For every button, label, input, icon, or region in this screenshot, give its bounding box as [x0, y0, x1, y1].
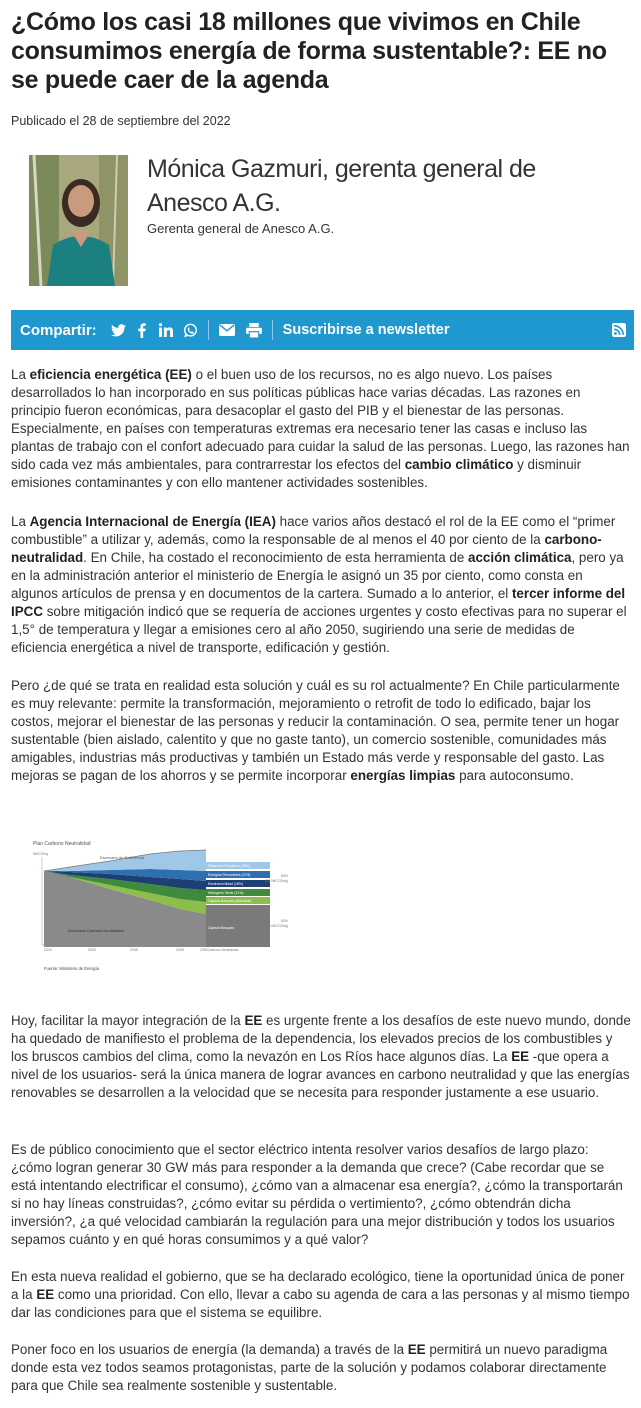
- text-run: permitirá un nuevo paradigma donde esta vez todos seamos protagonistas, parte de la solución y podamos colaborar directamente para que Chile sea realmente sostenible y sustentable.: [11, 1342, 608, 1393]
- publish-date: Publicado el 28 de septiembre del 2022: [11, 114, 231, 128]
- text-run: En esta nueva realidad el gobierno, que se ha declarado ecológico, tiene la oportunidad única de poner a la: [11, 1269, 625, 1302]
- share-label: Compartir:: [20, 321, 97, 339]
- emissions-figure: [30, 837, 292, 977]
- bold-text: EE: [36, 1287, 55, 1302]
- print-icon[interactable]: [246, 323, 262, 338]
- newsletter-link[interactable]: Suscribirse a newsletter: [282, 322, 450, 338]
- author-name: Mónica Gazmuri, gerenta general de Anesco A.G.: [147, 155, 536, 217]
- bold-text: energías limpias: [350, 768, 456, 783]
- side-label-2: (25 MtCO2eq): [265, 879, 288, 883]
- legend-label: Captura Bosques: [208, 926, 235, 930]
- side-label-3: 50%: [280, 919, 288, 923]
- legend-label: Hidrógeno Verde (21%): [208, 891, 244, 895]
- x-tick-2045: 2045: [176, 948, 184, 952]
- legend-label: Energías Renovables (22%): [208, 873, 251, 877]
- bold-text: tercer informe del IPCC: [11, 586, 626, 619]
- x-tick-2035: 2035: [130, 948, 138, 952]
- figure-yunit: MtCO2eq: [33, 852, 48, 856]
- text-run: y disminuir emisiones contaminantes y con ello mantener actividades sostenibles.: [11, 457, 582, 490]
- figure-title: Plan Carbono Neutralidad: [33, 841, 91, 847]
- side-label-4: (25 MtCO2eq): [265, 924, 288, 928]
- legend-label: Captura Bosques (Adicional): [208, 899, 252, 903]
- email-icon[interactable]: [219, 324, 235, 337]
- body-paragraph-4: [11, 1012, 633, 1102]
- bold-text: cambio climático: [404, 457, 514, 472]
- twitter-icon[interactable]: [111, 323, 126, 338]
- rss-icon[interactable]: [612, 323, 626, 337]
- divider: [208, 320, 209, 340]
- body-paragraph-7: [11, 1341, 633, 1395]
- bold-text: carbono-neutralidad: [11, 532, 602, 565]
- text-run: sobre mitigación indicó que se requería de acciones urgentes y costo efectivas para no superar el 1,5° de temperatura y llegar a emisiones cero al año 2050, sugiriendo una serie de medidas de eficiencia energética a nivel de transporte, edificación y gestión.: [11, 604, 627, 655]
- share-icons: [111, 323, 198, 338]
- text-run: La: [11, 367, 30, 382]
- bold-text: eficiencia energética (EE): [29, 367, 192, 382]
- body-paragraph-6: [11, 1268, 633, 1322]
- legend-label: Electromovilidad (18%): [208, 882, 243, 886]
- whatsapp-icon[interactable]: [183, 323, 198, 338]
- x-tick-2025: 2025: [88, 948, 96, 952]
- text-run: para autoconsumo.: [455, 768, 574, 783]
- text-run: Es de público conocimiento que el sector eléctrico intenta resolver varios desafíos de largo plazo: ¿cómo logran generar 30 GW más para responder a la demanda que crece? (Cabe recordar que se está intentando electrificar el consumo), ¿cómo van a almacenar esa energía?, ¿cómo la transportarán si no hay líneas construidas?, ¿cómo evitar su pérdida o vertimiento?, ¿cómo obtendrán dicha inversión?, ¿a qué velocidad cambiarán la regulación para una mejor distribución y todos los usuarios sepamos cuánto y en qué horas consumimos y a qué valor?: [11, 1142, 623, 1247]
- figure-legend: [206, 862, 270, 947]
- x-tick-2050: 2050: [200, 948, 208, 952]
- divider: [272, 320, 273, 340]
- body-paragraph-2: [11, 513, 633, 657]
- bold-text: EE: [244, 1013, 263, 1028]
- cn-axis-label: Carbono Neutralidad: [208, 948, 239, 952]
- text-run: o el buen uso de los recursos, no es algo nuevo. Los países desarrollados lo han incorporado en sus políticas públicas hace varias décadas. Las razones en principio fueron económicas, para desacoplar el gasto del PIB y el bienestar de las personas. Especialmente, en países con temperaturas extremas era necesario tener las casas e incluso las plantas de trabajo con el confort adecuado para cuidar la salud de las personas. Luego, las razones han sido cada vez más ambientales, para contrarrestar los efectos del: [11, 367, 630, 472]
- text-run: Poner foco en los usuarios de energía (la demanda) a través de la: [11, 1342, 408, 1357]
- text-run: , pero ya en la administración anterior el ministerio de Energía le asignó un 35 por ciento, como consta en algunos artículos de prensa y en documentos de la cartera. Sumado a lo anterior, el: [11, 550, 624, 601]
- article-title: ¿Cómo los casi 18 millones que vivimos en Chile consumimos energía de forma sustentable?: EE no se puede caer de la agenda: [11, 8, 607, 94]
- bold-text: acción climática: [468, 550, 572, 565]
- text-run: -que opera a nivel de los usuarios- será la única manera de lograr avances en carbono neutralidad y que las energías renovables se desarrollen a la velocidad que se necesita para responder justamente a ese usuario.: [11, 1049, 630, 1100]
- text-run: . En Chile, ha costado el reconocimiento de esta herramienta de: [83, 550, 469, 565]
- author-photo: [29, 155, 128, 286]
- text-run: como una prioridad. Con ello, llevar a cabo su agenda de cara a las personas y al mismo tiempo dar las condiciones para que el sistema se equilibre.: [11, 1287, 630, 1320]
- side-label-1: 50%: [280, 874, 288, 878]
- text-run: hace varios años destacó el rol de la EE como el “primer combustible” a utilizar y, además, como la responsable de al menos el 40 por ciento de la: [11, 514, 616, 547]
- linkedin-icon[interactable]: [159, 323, 174, 338]
- share-bar: [11, 310, 634, 350]
- legend-label: Eficiencia Energética (35%): [208, 864, 250, 868]
- label-referencia: Escenario de Referencia: [100, 855, 144, 860]
- text-run: La: [11, 514, 30, 529]
- bold-text: Agencia Internacional de Energía (IEA): [29, 514, 276, 529]
- label-carbono-neutralidad: Escenario Carbono Neutralidad: [68, 928, 124, 933]
- area-eficiencia: [44, 850, 206, 871]
- body-paragraph-3: [11, 677, 633, 785]
- author-role: Gerenta general de Anesco A.G.: [147, 221, 335, 236]
- body-paragraph-5: [11, 1141, 633, 1249]
- bold-text: EE: [511, 1049, 530, 1064]
- x-tick-2020: 2020: [44, 948, 52, 952]
- text-run: es urgente frente a los desafíos de este nuevo mundo, donde ha quedado de manifiesto el problema de la dependencia, los elevados precios de los combustibles y los bruscos cambios del clima, como la nevazón en Los Ríos hace algunos días. La: [11, 1013, 631, 1064]
- figure-source: Fuente: Ministerio de Energía: [44, 966, 99, 971]
- facebook-icon[interactable]: [135, 323, 150, 338]
- bold-text: EE: [407, 1342, 426, 1357]
- text-run: Hoy, facilitar la mayor integración de la: [11, 1013, 245, 1028]
- body-paragraph-1: [11, 366, 633, 492]
- text-run: Pero ¿de qué se trata en realidad esta solución y cuál es su rol actualmente? En Chile particularmente es muy relevante: permite la transformación, mejoramiento o retrofit de todo lo edificado, bajar los costos, mejorar el bienestar de las personas y reducir la contaminación. O sea, permite tener un hogar sustentable (bien aislado, calentito y que no gaste tanto), un comercio sostenible, comunidades más amigables, industrias más productivas y también un Estado más verde y responsable del gasto. Las mejoras se pagan de los ahorros y se permite incorporar: [11, 678, 620, 783]
